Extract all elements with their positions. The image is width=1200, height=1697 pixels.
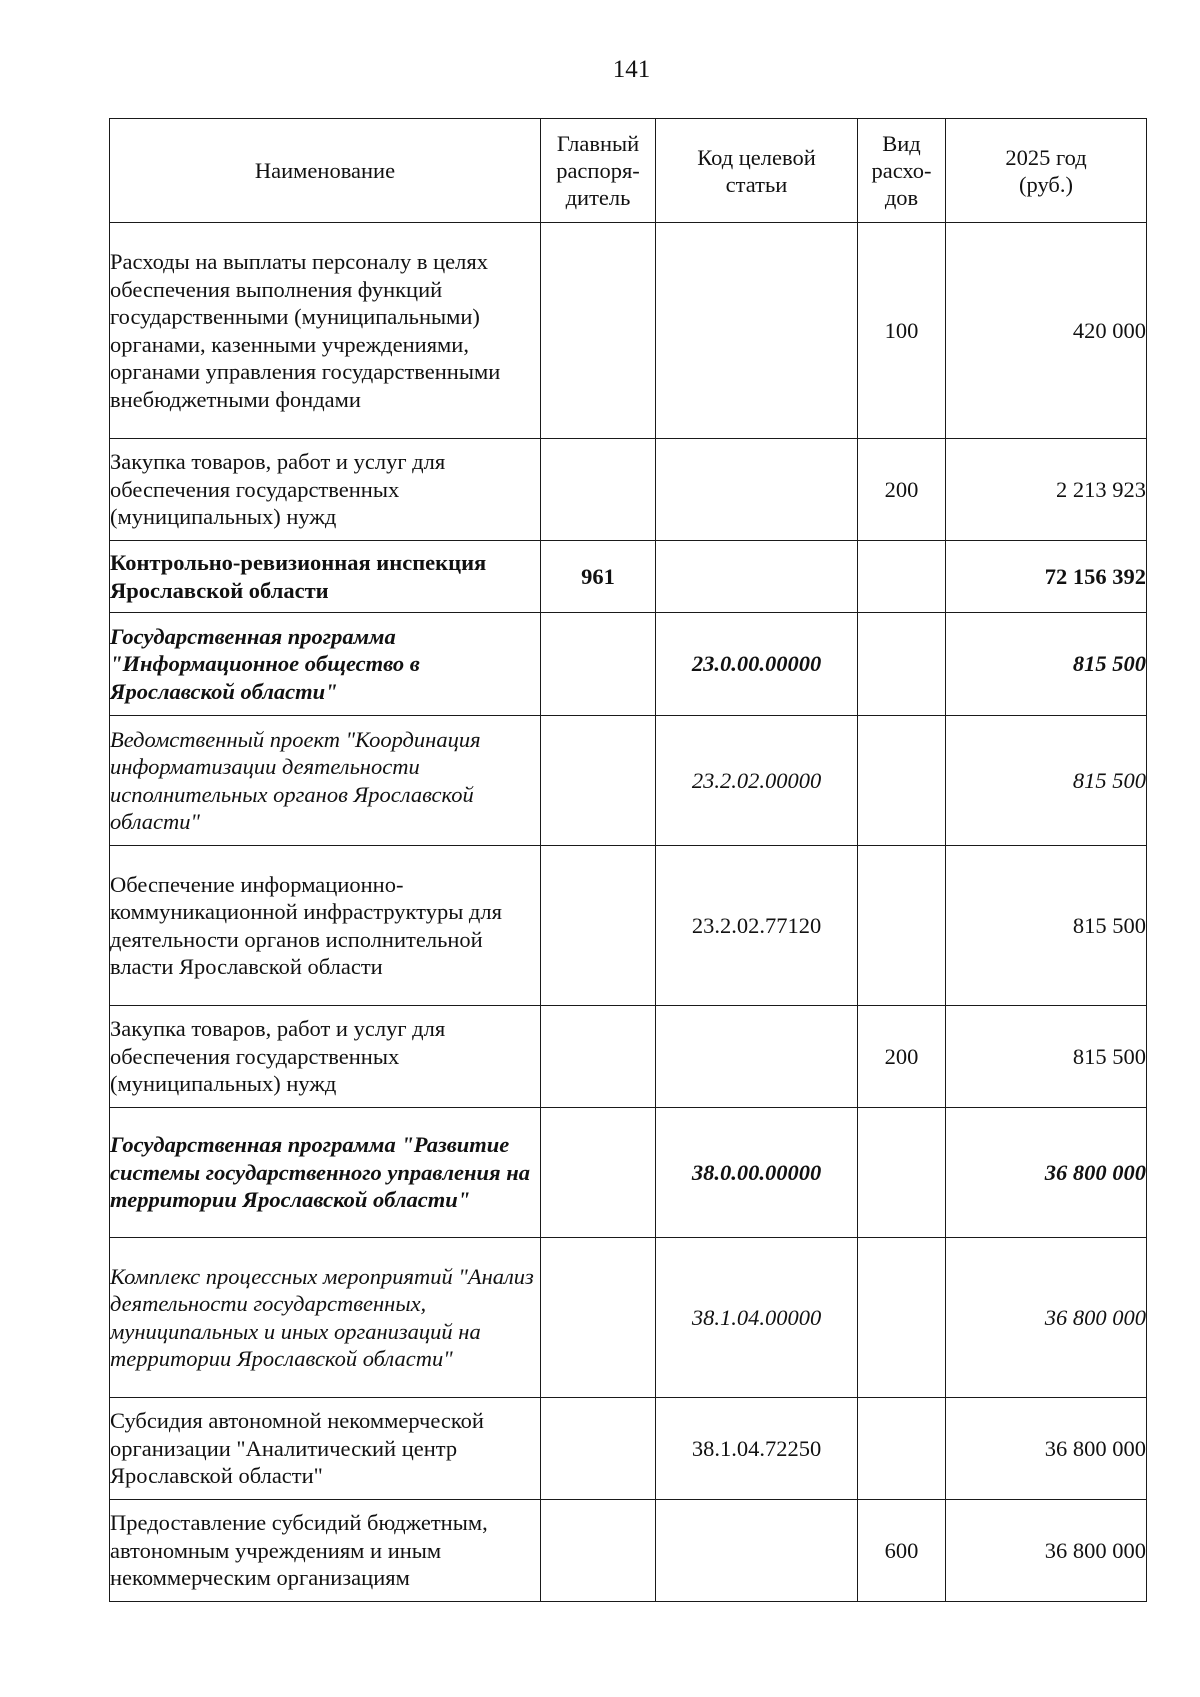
row-manager-cell: [541, 1398, 656, 1500]
row-code-cell: 23.0.00.00000: [656, 613, 858, 716]
row-name-cell: Субсидия автономной некоммерческой организации "Аналитический центр Ярославской области": [110, 1398, 541, 1500]
row-code-cell: 23.2.02.77120: [656, 846, 858, 1006]
row-name-cell: Государственная программа "Информационное общество в Ярославской области": [110, 613, 541, 716]
table-body: [110, 223, 1147, 1602]
row-type-cell: [858, 1108, 946, 1238]
table-row: [110, 439, 1147, 541]
row-name-cell: Государственная программа "Развитие системы государственного управления на территории Ярославской области": [110, 1108, 541, 1238]
row-name-cell: Предоставление субсидий бюджетным, автономным учреждениям и иным некоммерческим организациям: [110, 1500, 541, 1602]
row-manager-cell: [541, 223, 656, 439]
row-code-cell: [656, 1006, 858, 1108]
row-amount-cell: 72 156 392: [946, 541, 1147, 613]
table-row: [110, 613, 1147, 716]
budget-table: [109, 118, 1147, 1602]
table-row: [110, 541, 1147, 613]
row-manager-cell: [541, 613, 656, 716]
row-manager-cell: [541, 1006, 656, 1108]
row-type-cell: [858, 1398, 946, 1500]
row-type-cell: [858, 613, 946, 716]
row-amount-cell: 815 500: [946, 716, 1147, 846]
row-code-cell: [656, 223, 858, 439]
row-manager-cell: [541, 1238, 656, 1398]
row-type-cell: 200: [858, 1006, 946, 1108]
table-row: [110, 1006, 1147, 1108]
header-type: Вид расхо- дов: [858, 119, 946, 223]
row-amount-cell: 36 800 000: [946, 1108, 1147, 1238]
row-manager-cell: [541, 439, 656, 541]
row-code-cell: 38.1.04.00000: [656, 1238, 858, 1398]
row-amount-cell: 815 500: [946, 613, 1147, 716]
row-amount-cell: 2 213 923: [946, 439, 1147, 541]
header-code: Код целевой статьи: [656, 119, 858, 223]
row-manager-cell: [541, 846, 656, 1006]
row-type-cell: [858, 1238, 946, 1398]
row-amount-cell: 420 000: [946, 223, 1147, 439]
row-code-cell: 23.2.02.00000: [656, 716, 858, 846]
row-type-cell: 600: [858, 1500, 946, 1602]
row-amount-cell: 36 800 000: [946, 1238, 1147, 1398]
row-name-cell: Закупка товаров, работ и услуг для обеспечения государственных (муниципальных) нужд: [110, 1006, 541, 1108]
row-amount-cell: 36 800 000: [946, 1500, 1147, 1602]
table-row: [110, 1238, 1147, 1398]
row-amount-cell: 36 800 000: [946, 1398, 1147, 1500]
page-number: 141: [612, 56, 651, 83]
row-manager-cell: [541, 716, 656, 846]
header-name: Наименование: [110, 119, 541, 223]
row-name-cell: Ведомственный проект "Координация информатизации деятельности исполнительных органов Ярославской области": [110, 716, 541, 846]
row-code-cell: 38.0.00.00000: [656, 1108, 858, 1238]
row-code-cell: 38.1.04.72250: [656, 1398, 858, 1500]
row-manager-cell: 961: [541, 541, 656, 613]
row-code-cell: [656, 541, 858, 613]
table-row: [110, 1398, 1147, 1500]
table-row: [110, 846, 1147, 1006]
row-amount-cell: 815 500: [946, 1006, 1147, 1108]
row-type-cell: 200: [858, 439, 946, 541]
table-header-row: [110, 119, 1147, 223]
row-name-cell: Расходы на выплаты персоналу в целях обеспечения выполнения функций государственными (муниципальными) органами, казенными учреждениями, органами управления государственными внебюджетными фондами: [110, 223, 541, 439]
row-name-cell: Комплекс процессных мероприятий "Анализ деятельности государственных, муниципальных и иных организаций на территории Ярославской области": [110, 1238, 541, 1398]
row-name-cell: Обеспечение информационно-коммуникационной инфраструктуры для деятельности органов исполнительной власти Ярославской области: [110, 846, 541, 1006]
row-type-cell: [858, 846, 946, 1006]
row-code-cell: [656, 439, 858, 541]
table-row: [110, 1108, 1147, 1238]
row-code-cell: [656, 1500, 858, 1602]
row-name-cell: Контрольно-ревизионная инспекция Ярославской области: [110, 541, 541, 613]
row-name-cell: Закупка товаров, работ и услуг для обеспечения государственных (муниципальных) нужд: [110, 439, 541, 541]
header-amount: 2025 год (руб.): [946, 119, 1147, 223]
row-type-cell: [858, 541, 946, 613]
row-type-cell: [858, 716, 946, 846]
row-type-cell: 100: [858, 223, 946, 439]
table-row: [110, 223, 1147, 439]
row-manager-cell: [541, 1108, 656, 1238]
row-amount-cell: 815 500: [946, 846, 1147, 1006]
table-row: [110, 1500, 1147, 1602]
table-row: [110, 716, 1147, 846]
row-manager-cell: [541, 1500, 656, 1602]
header-manager: Главный распоря- дитель: [541, 119, 656, 223]
